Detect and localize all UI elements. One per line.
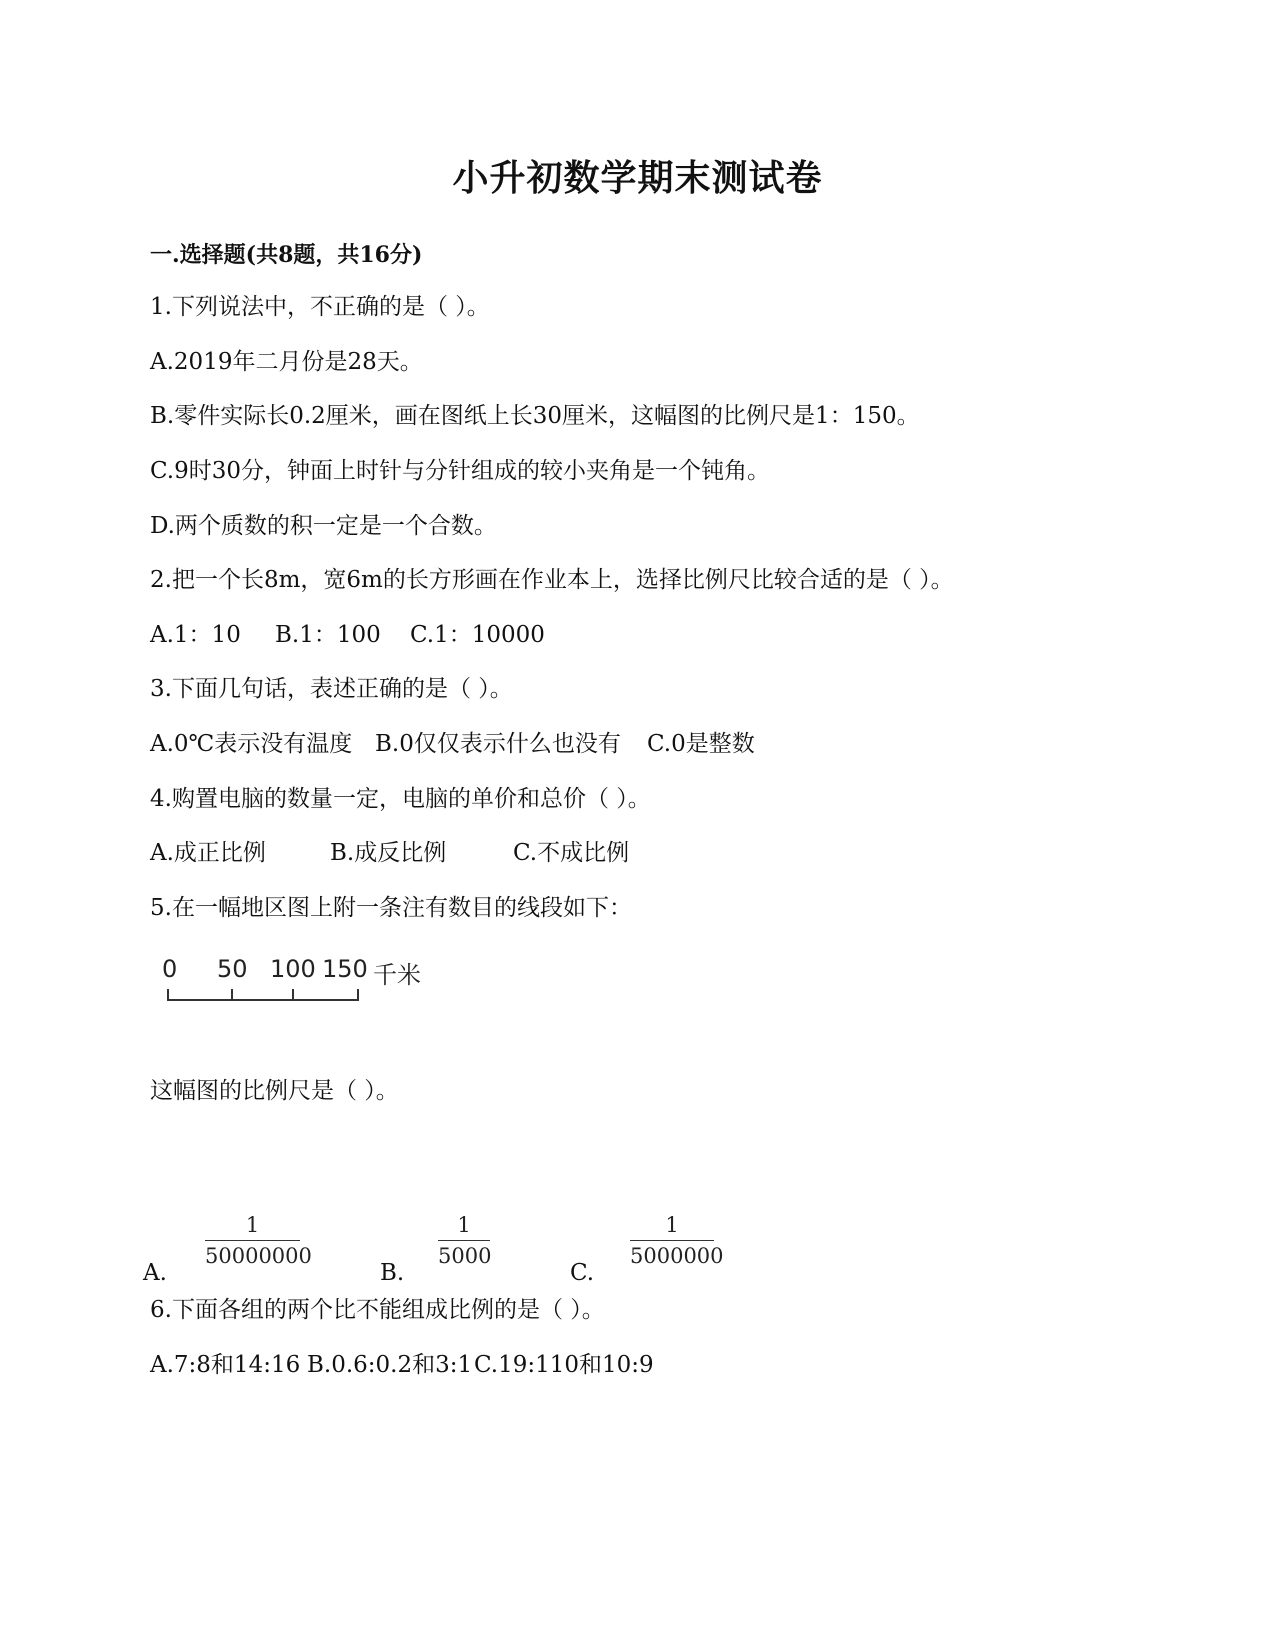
scale-line [150, 955, 450, 1025]
fraction-bar [630, 1240, 714, 1241]
question-3-options [150, 725, 755, 758]
scale-label: 150 [322, 955, 368, 983]
question-5-option-c-fraction [630, 1212, 724, 1269]
fraction-bar [438, 1240, 490, 1241]
question-6-options [150, 1346, 654, 1379]
fraction-numerator: 1 [457, 1213, 471, 1237]
question-2-option-a: A.1：10 [150, 622, 241, 648]
question-2-option-b: B.1：100 [275, 622, 381, 648]
scale-label: 50 [217, 955, 248, 983]
question-2-stem: 2.把一个长8m，宽6m的长方形画在作业本上，选择比例尺比较合适的是（ ）。 [150, 567, 954, 593]
question-4-option-a: A.成正比例 [150, 840, 266, 866]
question-1-stem: 1.下列说法中，不正确的是（ ）。 [150, 294, 490, 320]
question-6-stem: 6.下面各组的两个比不能组成比例的是（ ）。 [150, 1297, 605, 1323]
fraction-bar [205, 1240, 300, 1241]
question-4-options [150, 834, 629, 867]
question-1-option-d: D.两个质数的积一定是一个合数。 [150, 513, 497, 539]
question-3-option-b: B.0仅仅表示什么也没有 [375, 731, 621, 757]
fraction-denominator: 5000 [438, 1244, 492, 1268]
section-heading: 一.选择题(共8题，共16分) [150, 242, 423, 268]
question-6-option-b: B.0.6:0.2和3:1 [307, 1352, 473, 1378]
question-5-option-a-fraction [205, 1212, 312, 1269]
question-4-stem: 4.购置电脑的数量一定，电脑的单价和总价（ ）。 [150, 786, 651, 812]
question-1-option-b: B.零件实际长0.2厘米，画在图纸上长30厘米，这幅图的比例尺是1：150。 [150, 403, 920, 429]
question-1-option-c: C.9时30分，钟面上时针与分针组成的较小夹角是一个钝角。 [150, 458, 770, 484]
question-3-option-a: A.0℃表示没有温度 [150, 731, 353, 757]
scale-unit: 千米 [373, 961, 421, 989]
question-2-option-c: C.1：10000 [410, 622, 545, 648]
fraction-denominator: 5000000 [630, 1244, 724, 1268]
page-title: 小升初数学期末测试卷 [452, 157, 823, 199]
question-5-option-b-fraction [438, 1212, 490, 1269]
question-6-option-a: A.7:8和14:16 [150, 1352, 301, 1378]
question-1-option-a: A.2019年二月份是28天。 [150, 349, 423, 375]
question-4-option-c: C.不成比例 [513, 840, 630, 866]
question-2-options [150, 616, 545, 649]
question-6-option-c: C.19:110和10:9 [474, 1352, 654, 1378]
fraction-numerator: 1 [665, 1213, 679, 1237]
scale-label: 0 [162, 955, 178, 983]
fraction-numerator: 1 [245, 1213, 260, 1237]
scale-label: 100 [270, 955, 316, 983]
question-5-option-c-letter: C. [570, 1260, 595, 1286]
question-5-option-a-letter: A. [143, 1260, 167, 1286]
question-4-option-b: B.成反比例 [330, 840, 447, 866]
fraction-denominator: 50000000 [205, 1244, 312, 1268]
question-5-stem: 5.在一幅地区图上附一条注有数目的线段如下： [150, 895, 632, 921]
question-3-option-c: C.0是整数 [647, 731, 755, 757]
question-5-option-b-letter: B. [380, 1260, 405, 1286]
scale-bar-figure [150, 955, 450, 1025]
question-3-stem: 3.下面几句话，表述正确的是（ ）。 [150, 676, 513, 702]
question-5-prompt: 这幅图的比例尺是（ ）。 [150, 1078, 399, 1104]
